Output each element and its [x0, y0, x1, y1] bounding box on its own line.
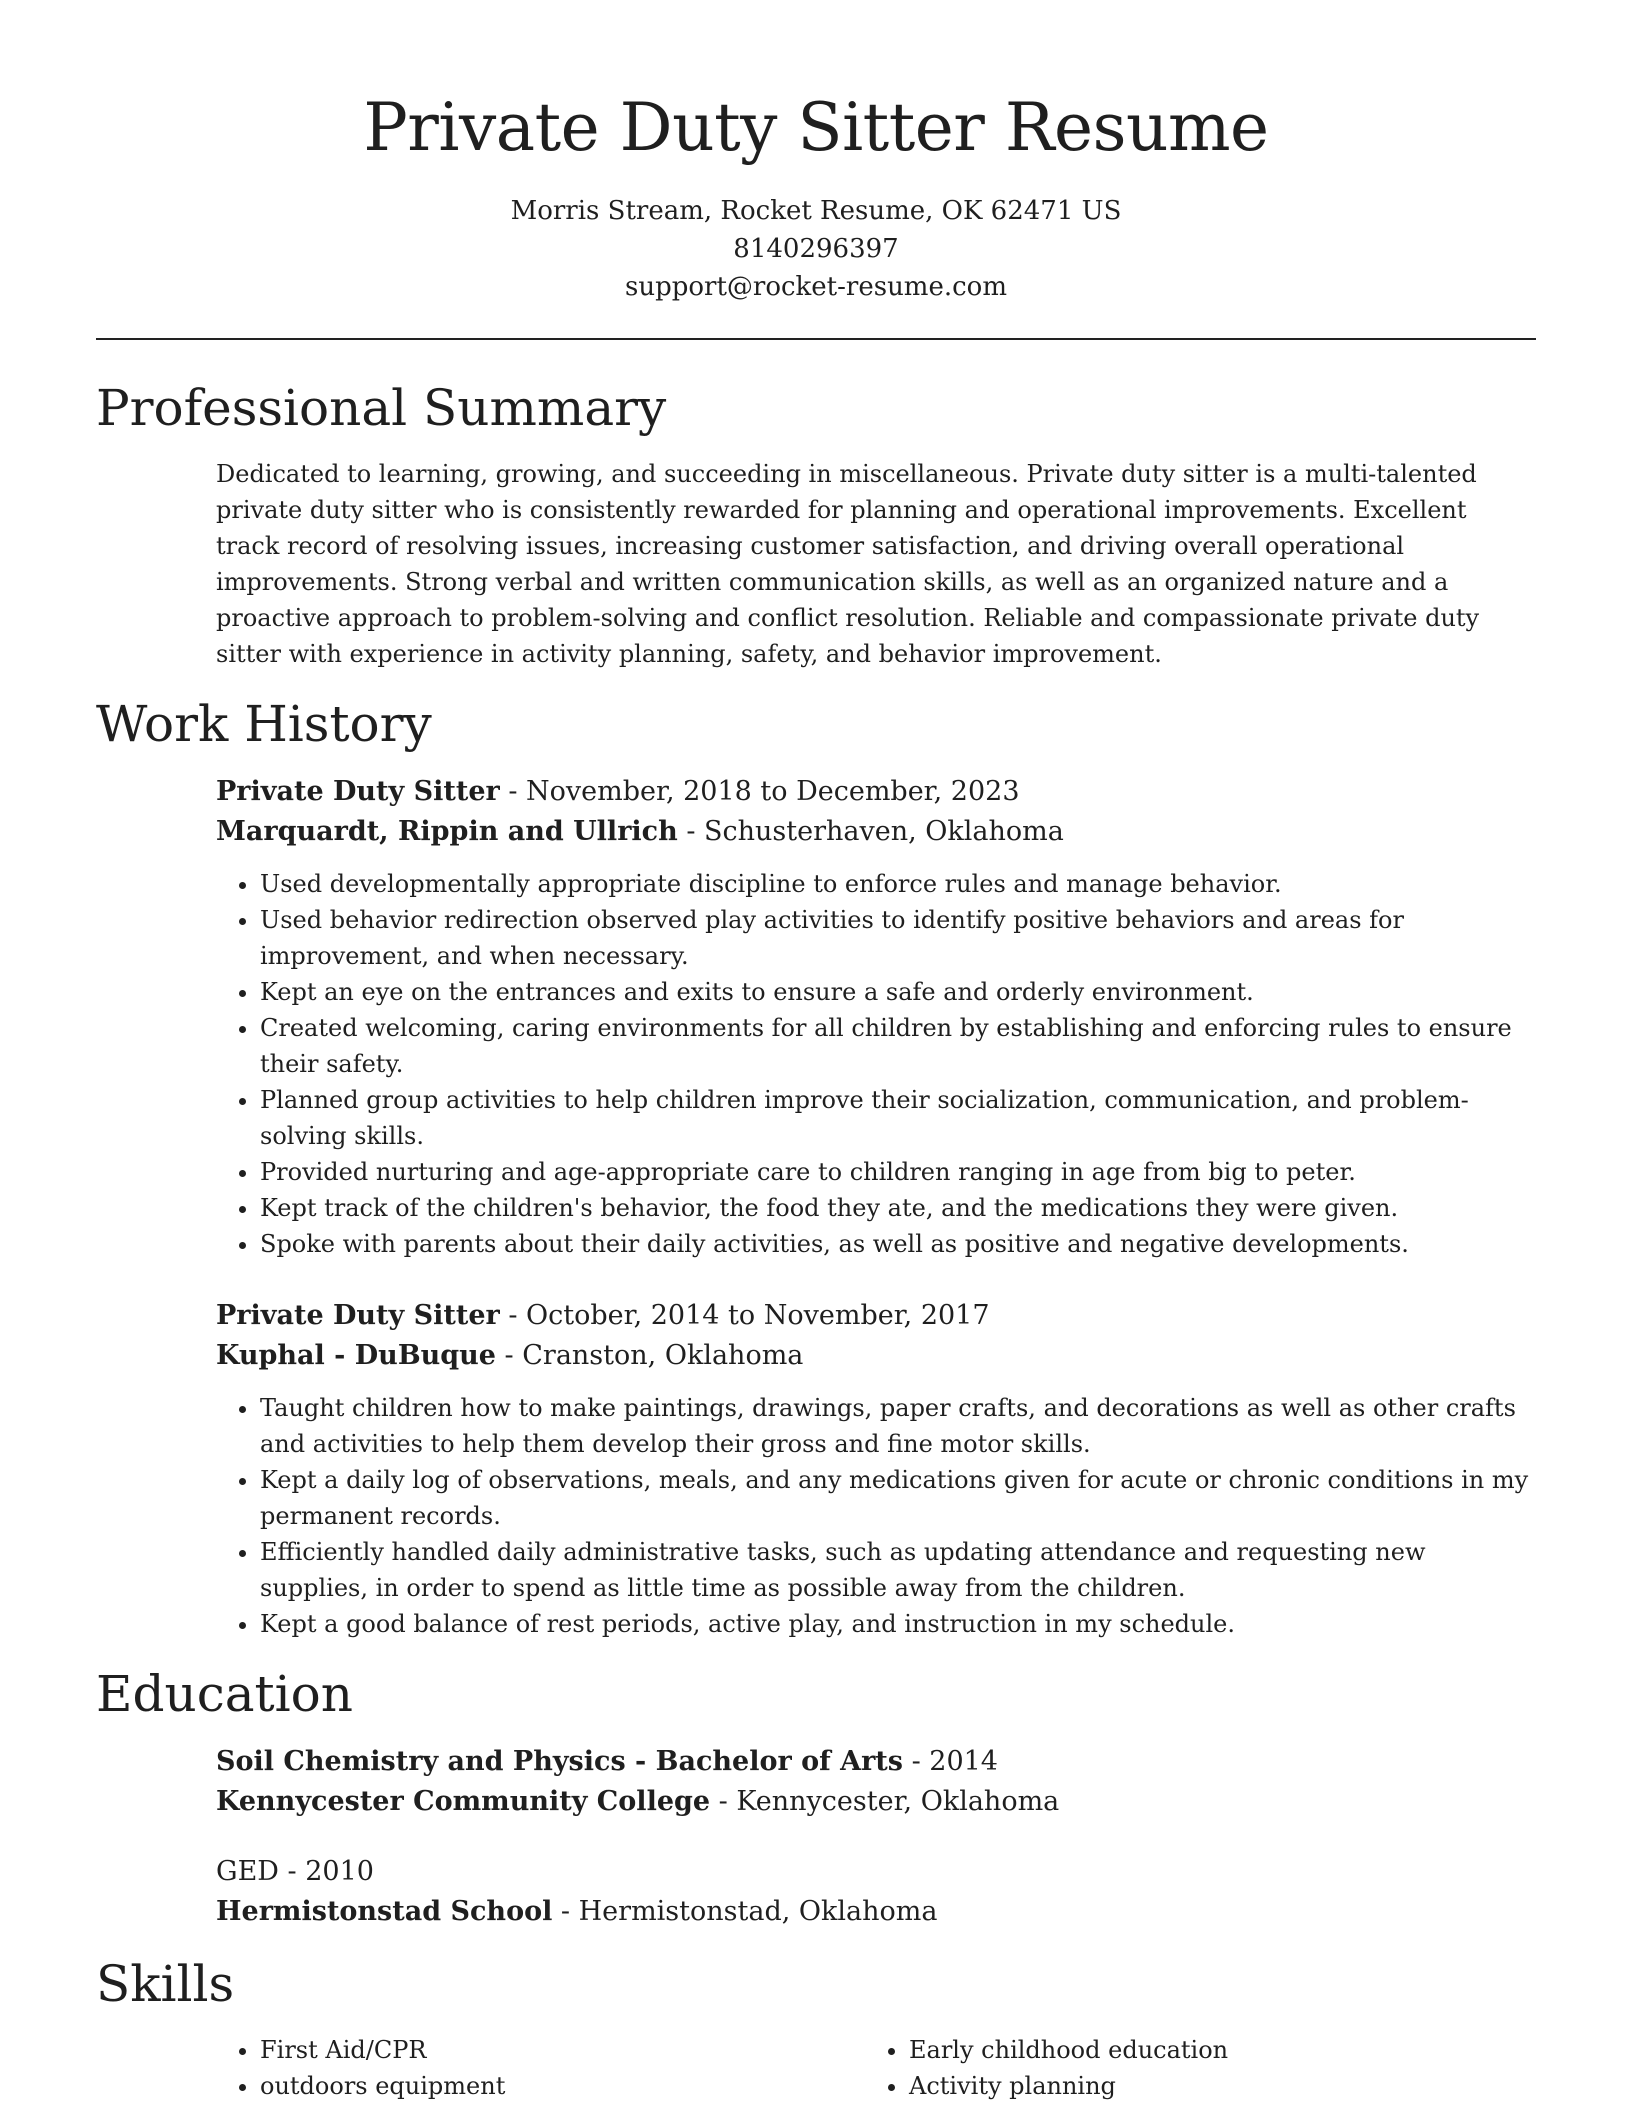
job-bullets: [216, 866, 1536, 1262]
job-dates: - October, 2014 to November, 2017: [499, 1300, 990, 1331]
job-location: - Cranston, Oklahoma: [495, 1340, 804, 1371]
header-divider: [96, 338, 1536, 340]
job-entry: [216, 772, 1536, 1262]
job-title: Private Duty Sitter: [216, 776, 500, 807]
job-bullet: • Kept a daily log of observations, meals, and any medications given for acute or chronic conditions in my permanent records.: [260, 1462, 1536, 1534]
job-company-line: [216, 1336, 1536, 1376]
skills-heading: Skills: [96, 1955, 235, 2013]
job-title-line: [216, 1296, 1536, 1336]
education-degree-line: [216, 1742, 1536, 1782]
summary-heading: Professional Summary: [96, 379, 667, 437]
job-bullet: • Used developmentally appropriate discipline to enforce rules and manage behavior.: [260, 866, 1536, 902]
skill-item: • Activity planning: [909, 2068, 1514, 2104]
job-company-line: [216, 812, 1536, 852]
job-bullet: • Provided nurturing and age-appropriate care to children ranging in age from big to peter.: [260, 1154, 1536, 1190]
education-degree: GED: [216, 1856, 279, 1887]
resume-title: Private Duty Sitter Resume: [363, 89, 1269, 166]
job-bullet: • Kept a good balance of rest periods, active play, and instruction in my schedule.: [260, 1606, 1536, 1642]
job-bullet: • Spoke with parents about their daily activities, as well as positive and negative developments.: [260, 1226, 1536, 1262]
education-year: - 2010: [278, 1856, 374, 1887]
education-degree: Soil Chemistry and Physics - Bachelor of Arts: [216, 1746, 903, 1777]
education-degree-line: [216, 1852, 1536, 1892]
job-company: Marquardt, Rippin and Ullrich: [216, 816, 678, 847]
summary-text: Dedicated to learning, growing, and succeeding in miscellaneous. Private duty sitter is a multi-talented private duty sitter who is consistently rewarded for planning and operational improvements. Excellent track record of resolving issues, increasing customer satisfaction, and driving overall operational improvements. Strong verbal and written communication skills, as well as an organized nature and a proactive approach to problem-solving and conflict resolution. Reliable and compassionate private duty sitter with experience in activity planning, safety, and behavior improvement.: [216, 460, 1480, 668]
job-bullet: • Taught children how to make paintings, drawings, paper crafts, and decorations as well as other crafts and activities to help them develop their gross and fine motor skills.: [260, 1390, 1536, 1462]
job-title-line: [216, 772, 1536, 812]
work-history-section: [96, 694, 1536, 1642]
education-school: Hermistonstad School: [216, 1896, 553, 1927]
skills-columns: [216, 2032, 1536, 2104]
job-title: Private Duty Sitter: [216, 1300, 500, 1331]
skill-item: • outdoors equipment: [260, 2068, 865, 2104]
education-school-line: [216, 1782, 1536, 1822]
education-school-line: [216, 1892, 1536, 1932]
job-bullet: • Kept an eye on the entrances and exits to ensure a safe and orderly environment.: [260, 974, 1536, 1010]
skills-column-left: [216, 2032, 865, 2104]
resume-page: [96, 0, 1536, 2104]
skill-item: • Early childhood education: [909, 2032, 1514, 2068]
education-location: - Hermistonstad, Oklahoma: [552, 1896, 938, 1927]
education-entry: [216, 1742, 1536, 1822]
contact-phone: 8140296397: [733, 234, 899, 264]
contact-block: [96, 192, 1536, 306]
job-bullet: • Kept track of the children's behavior, the food they ate, and the medications they were given.: [260, 1190, 1536, 1226]
job-dates: - November, 2018 to December, 2023: [499, 776, 1020, 807]
summary-section: [96, 378, 1536, 672]
job-company: Kuphal - DuBuque: [216, 1340, 496, 1371]
education-heading: Education: [96, 1665, 353, 1723]
job-bullet: • Created welcoming, caring environments for all children by establishing and enforcing rules to ensure their safety.: [260, 1010, 1536, 1082]
contact-email: support@rocket-resume.com: [624, 272, 1007, 302]
job-entry: [216, 1296, 1536, 1642]
work-history-heading: Work History: [96, 695, 432, 753]
contact-address: Morris Stream, Rocket Resume, OK 62471 US: [510, 196, 1122, 226]
education-location: - Kennycester, Oklahoma: [710, 1786, 1060, 1817]
job-bullet: • Efficiently handled daily administrative tasks, such as updating attendance and requesting new supplies, in order to spend as little time as possible away from the children.: [260, 1534, 1536, 1606]
job-bullets: [216, 1390, 1536, 1642]
job-bullet: • Used behavior redirection observed play activities to identify positive behaviors and areas for improvement, and when necessary.: [260, 902, 1536, 974]
job-bullet: • Planned group activities to help children improve their socialization, communication, and problem-solving skills.: [260, 1082, 1536, 1154]
skill-item: • First Aid/CPR: [260, 2032, 865, 2068]
skills-section: [96, 1954, 1536, 2104]
education-section: [96, 1664, 1536, 1932]
education-year: - 2014: [902, 1746, 998, 1777]
education-school: Kennycester Community College: [216, 1786, 711, 1817]
job-location: - Schusterhaven, Oklahoma: [677, 816, 1064, 847]
education-entry: [216, 1852, 1536, 1932]
skills-column-right: [865, 2032, 1514, 2104]
